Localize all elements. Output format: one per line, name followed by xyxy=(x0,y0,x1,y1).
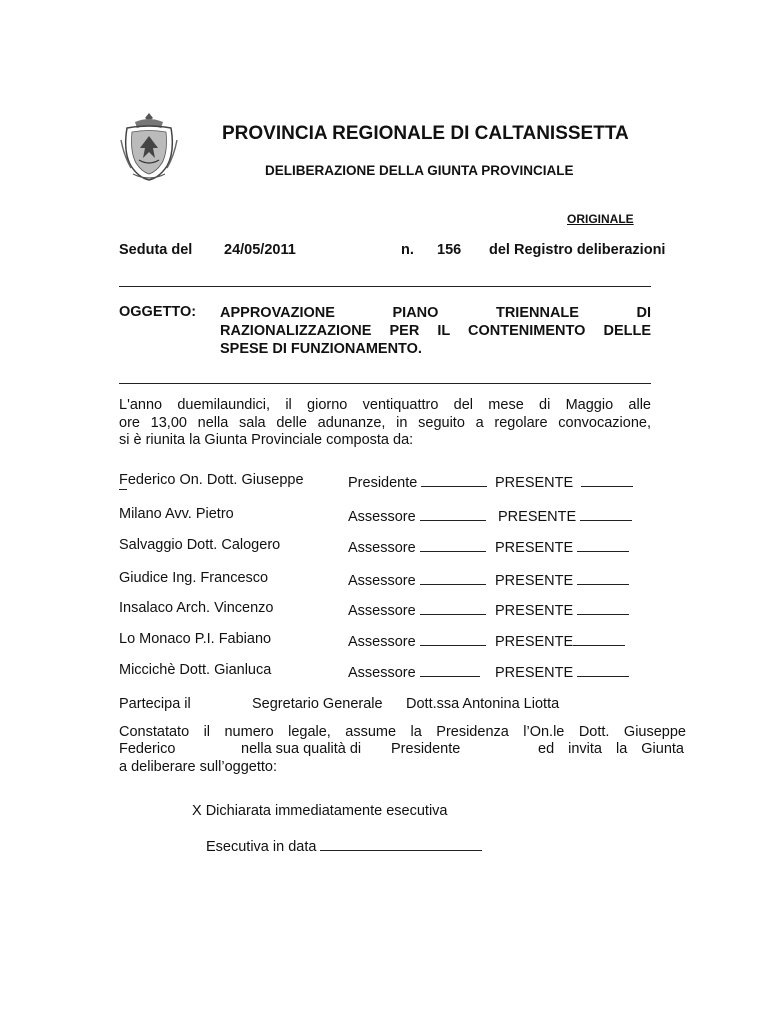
registry-label: del Registro deliberazioni xyxy=(489,242,666,258)
member-role: Assessore xyxy=(348,506,486,525)
member-name: Lo Monaco P.I. Fabiano xyxy=(119,631,272,647)
member-role: Assessore xyxy=(348,537,486,556)
deliberation-number: 156 xyxy=(437,242,462,258)
member-status: PRESENTE xyxy=(495,570,629,589)
constatato-line-2c: Presidente xyxy=(391,741,461,757)
member-name: Miccichè Dott. Gianluca xyxy=(119,662,272,678)
segretario-role: Segretario Generale xyxy=(252,696,383,712)
partecipa-label: Partecipa il xyxy=(119,696,191,712)
member-role: Assessore xyxy=(348,600,486,619)
member-status: PRESENTE xyxy=(495,600,629,619)
constatato-line-2a: Federico xyxy=(119,741,176,757)
seduta-n-label: n. xyxy=(401,242,414,258)
member-role: Assessore xyxy=(348,631,486,650)
member-role: Assessore xyxy=(348,570,486,589)
document-title: PROVINCIA REGIONALE DI CALTANISSETTA xyxy=(222,123,629,144)
constatato-line-3: a deliberare sull’oggetto: xyxy=(119,759,277,775)
original-label: ORIGINALE xyxy=(567,212,634,226)
oggetto-line-1: APPROVAZIONE PIANO TRIENNALE DI xyxy=(220,305,651,321)
member-name: Salvaggio Dott. Calogero xyxy=(119,537,281,553)
member-status: PRESENTE xyxy=(498,506,632,525)
immediately-executive-note: X Dichiarata immediatamente esecutiva xyxy=(192,803,448,819)
intro-line-1: L'anno duemilaundici, il giorno ventiquattro del mese di Maggio alle xyxy=(119,397,651,413)
member-role: Presidente xyxy=(348,472,487,491)
segretario-name: Dott.ssa Antonina Liotta xyxy=(406,696,560,712)
divider xyxy=(119,383,651,384)
stray-underscore xyxy=(119,489,127,490)
oggetto-line-3: SPESE DI FUNZIONAMENTO. xyxy=(220,341,422,357)
member-status: PRESENTE xyxy=(495,472,633,491)
constatato-line-2b: nella sua qualità di xyxy=(241,741,362,757)
oggetto-label: OGGETTO: xyxy=(119,304,197,320)
member-name: Giudice Ing. Francesco xyxy=(119,570,269,586)
divider xyxy=(119,286,651,287)
member-name: Milano Avv. Pietro xyxy=(119,506,234,522)
member-name: Federico On. Dott. Giuseppe xyxy=(119,472,304,488)
constatato-line-2d: ed invita la Giunta xyxy=(538,741,684,757)
oggetto-line-2: RAZIONALIZZAZIONE PER IL CONTENIMENTO DELLE xyxy=(220,323,651,339)
intro-line-2: ore 13,00 nella sala delle adunanze, in seguito a regolare convocazione, xyxy=(119,415,651,431)
constatato-line-1: Constatato il numero legale, assume la Presidenza l’On.le Dott. Giuseppe xyxy=(119,724,686,740)
member-name: Insalaco Arch. Vincenzo xyxy=(119,600,274,616)
seduta-date: 24/05/2011 xyxy=(224,242,296,258)
document-subtitle: DELIBERAZIONE DELLA GIUNTA PROVINCIALE xyxy=(265,163,574,178)
seduta-label: Seduta del xyxy=(119,242,193,258)
member-status: PRESENTE xyxy=(495,631,625,650)
executive-date-field: Esecutiva in data xyxy=(206,836,482,855)
member-role: Assessore xyxy=(348,662,480,681)
member-status: PRESENTE xyxy=(495,662,629,681)
province-crest-logo xyxy=(119,110,179,182)
intro-line-3: si è riunita la Giunta Provinciale composta da: xyxy=(119,432,414,448)
member-status: PRESENTE xyxy=(495,537,629,556)
